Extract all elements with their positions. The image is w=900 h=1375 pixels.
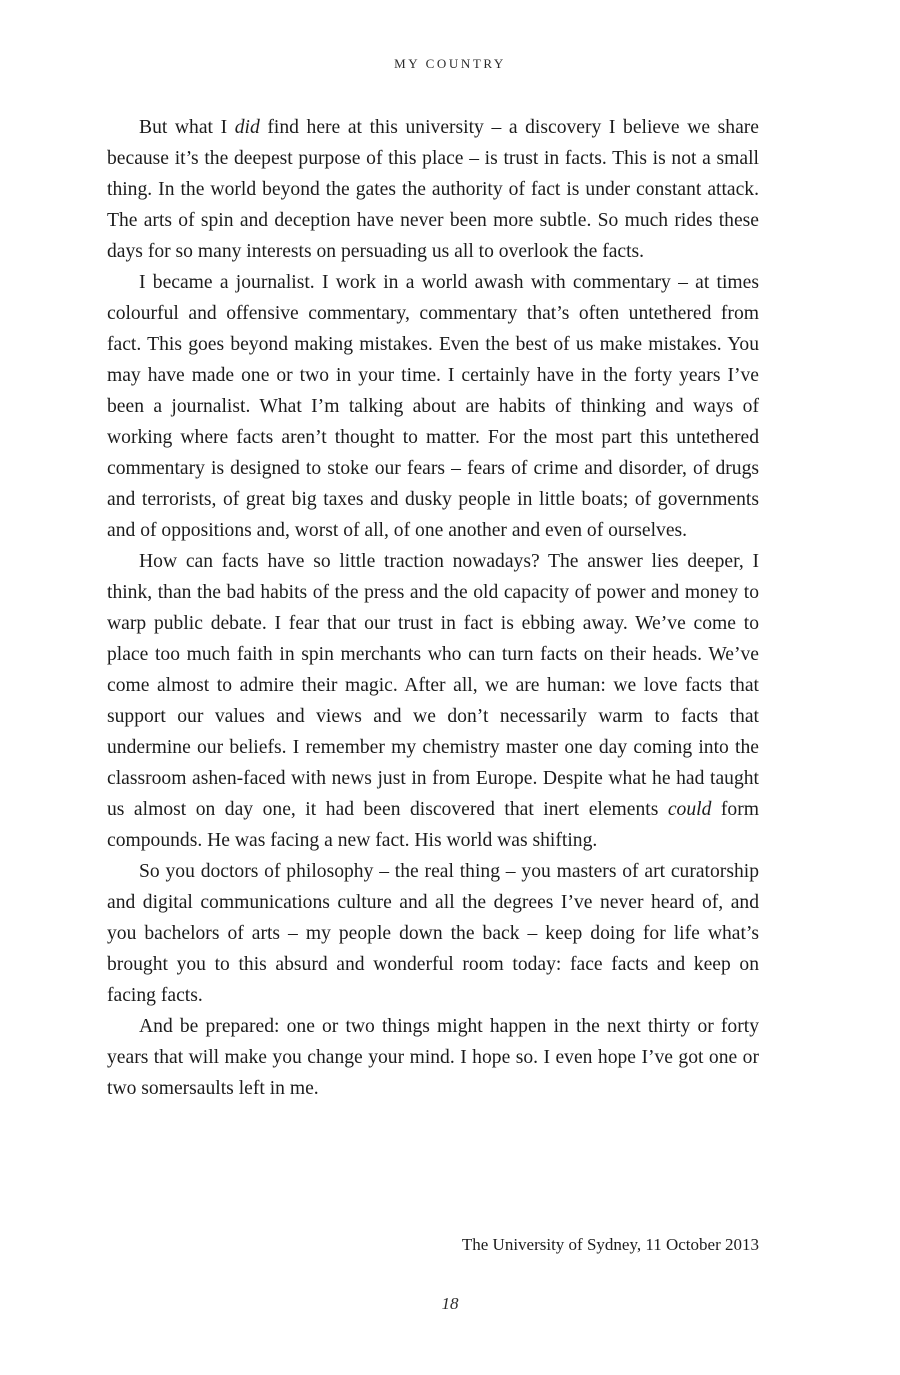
paragraph-4: So you doctors of philosophy – the real thing – you masters of art curatorship and digital communications culture and all the degrees I’ve never heard of, and you bachelors of arts – my people down the back – keep doing for life what’s brought you to this absurd and wonderful room today: face facts and keep on facing facts. (107, 861, 759, 1006)
paragraph-2: I became a journalist. I work in a world awash with commentary – at times colourful and offensive commentary, commentary that’s often untethered from fact. This goes beyond making mistakes. Even the best of us make mistakes. You may have made one or two in your time. I certainly have in the forty years I’ve been a journalist. What I’m talking about are habits of thinking and ways of working where facts aren’t thought to matter. For the most part this untethered commentary is designed to stoke our fears – fears of crime and disorder, of drugs and terrorists, of great big taxes and dusky people in little boats; of governments and of oppositions and, worst of all, of one another and even of ourselves. (107, 272, 759, 541)
paragraph-1 (107, 112, 759, 267)
page-number: 18 (441, 1294, 459, 1313)
signoff: The University of Sydney, 11 October 2013 (461, 1235, 759, 1254)
body-text (107, 112, 759, 1104)
paragraph-1-start: But what I (139, 117, 235, 138)
paragraph-3 (107, 546, 759, 856)
paragraph-5: And be prepared: one or two things might happen in the next thirty or forty years that will make you change your mind. I hope so. I even hope I’ve got one or two somersaults left in me. (107, 1016, 759, 1099)
emphasis-could: could (667, 799, 712, 820)
paragraph-3-rest: form compounds. He was facing a new fact. His world was shifting. (107, 799, 759, 851)
running-head: MY COUNTRY (394, 56, 506, 71)
paragraph-3-start: How can facts have so little traction nowadays? The answer lies deeper, I think, than the bad habits of the press and the old capacity of power and money to warp public debate. I fear that our trust in fact is ebbing away. We’ve come to place too much faith in spin merchants who can turn facts on their heads. We’ve come almost to admire their magic. After all, we are human: we love facts that support our values and views and we don’t necessarily warm to facts that undermine our beliefs. I remember my chemistry master one day coming into the classroom ashen-faced with news just in from Europe. Despite what he had taught us almost on day one, it had been discovered that inert elements (107, 551, 759, 820)
paragraph-1-rest: find here at this university – a discovery I believe we share because it’s the deepest purpose of this place – is trust in facts. This is not a small thing. In the world beyond the gates the authority of fact is under constant attack. The arts of spin and deception have never been more subtle. So much rides these days for so many interests on persuading us all to overlook the facts. (107, 117, 759, 262)
emphasis-did: did (234, 117, 260, 138)
